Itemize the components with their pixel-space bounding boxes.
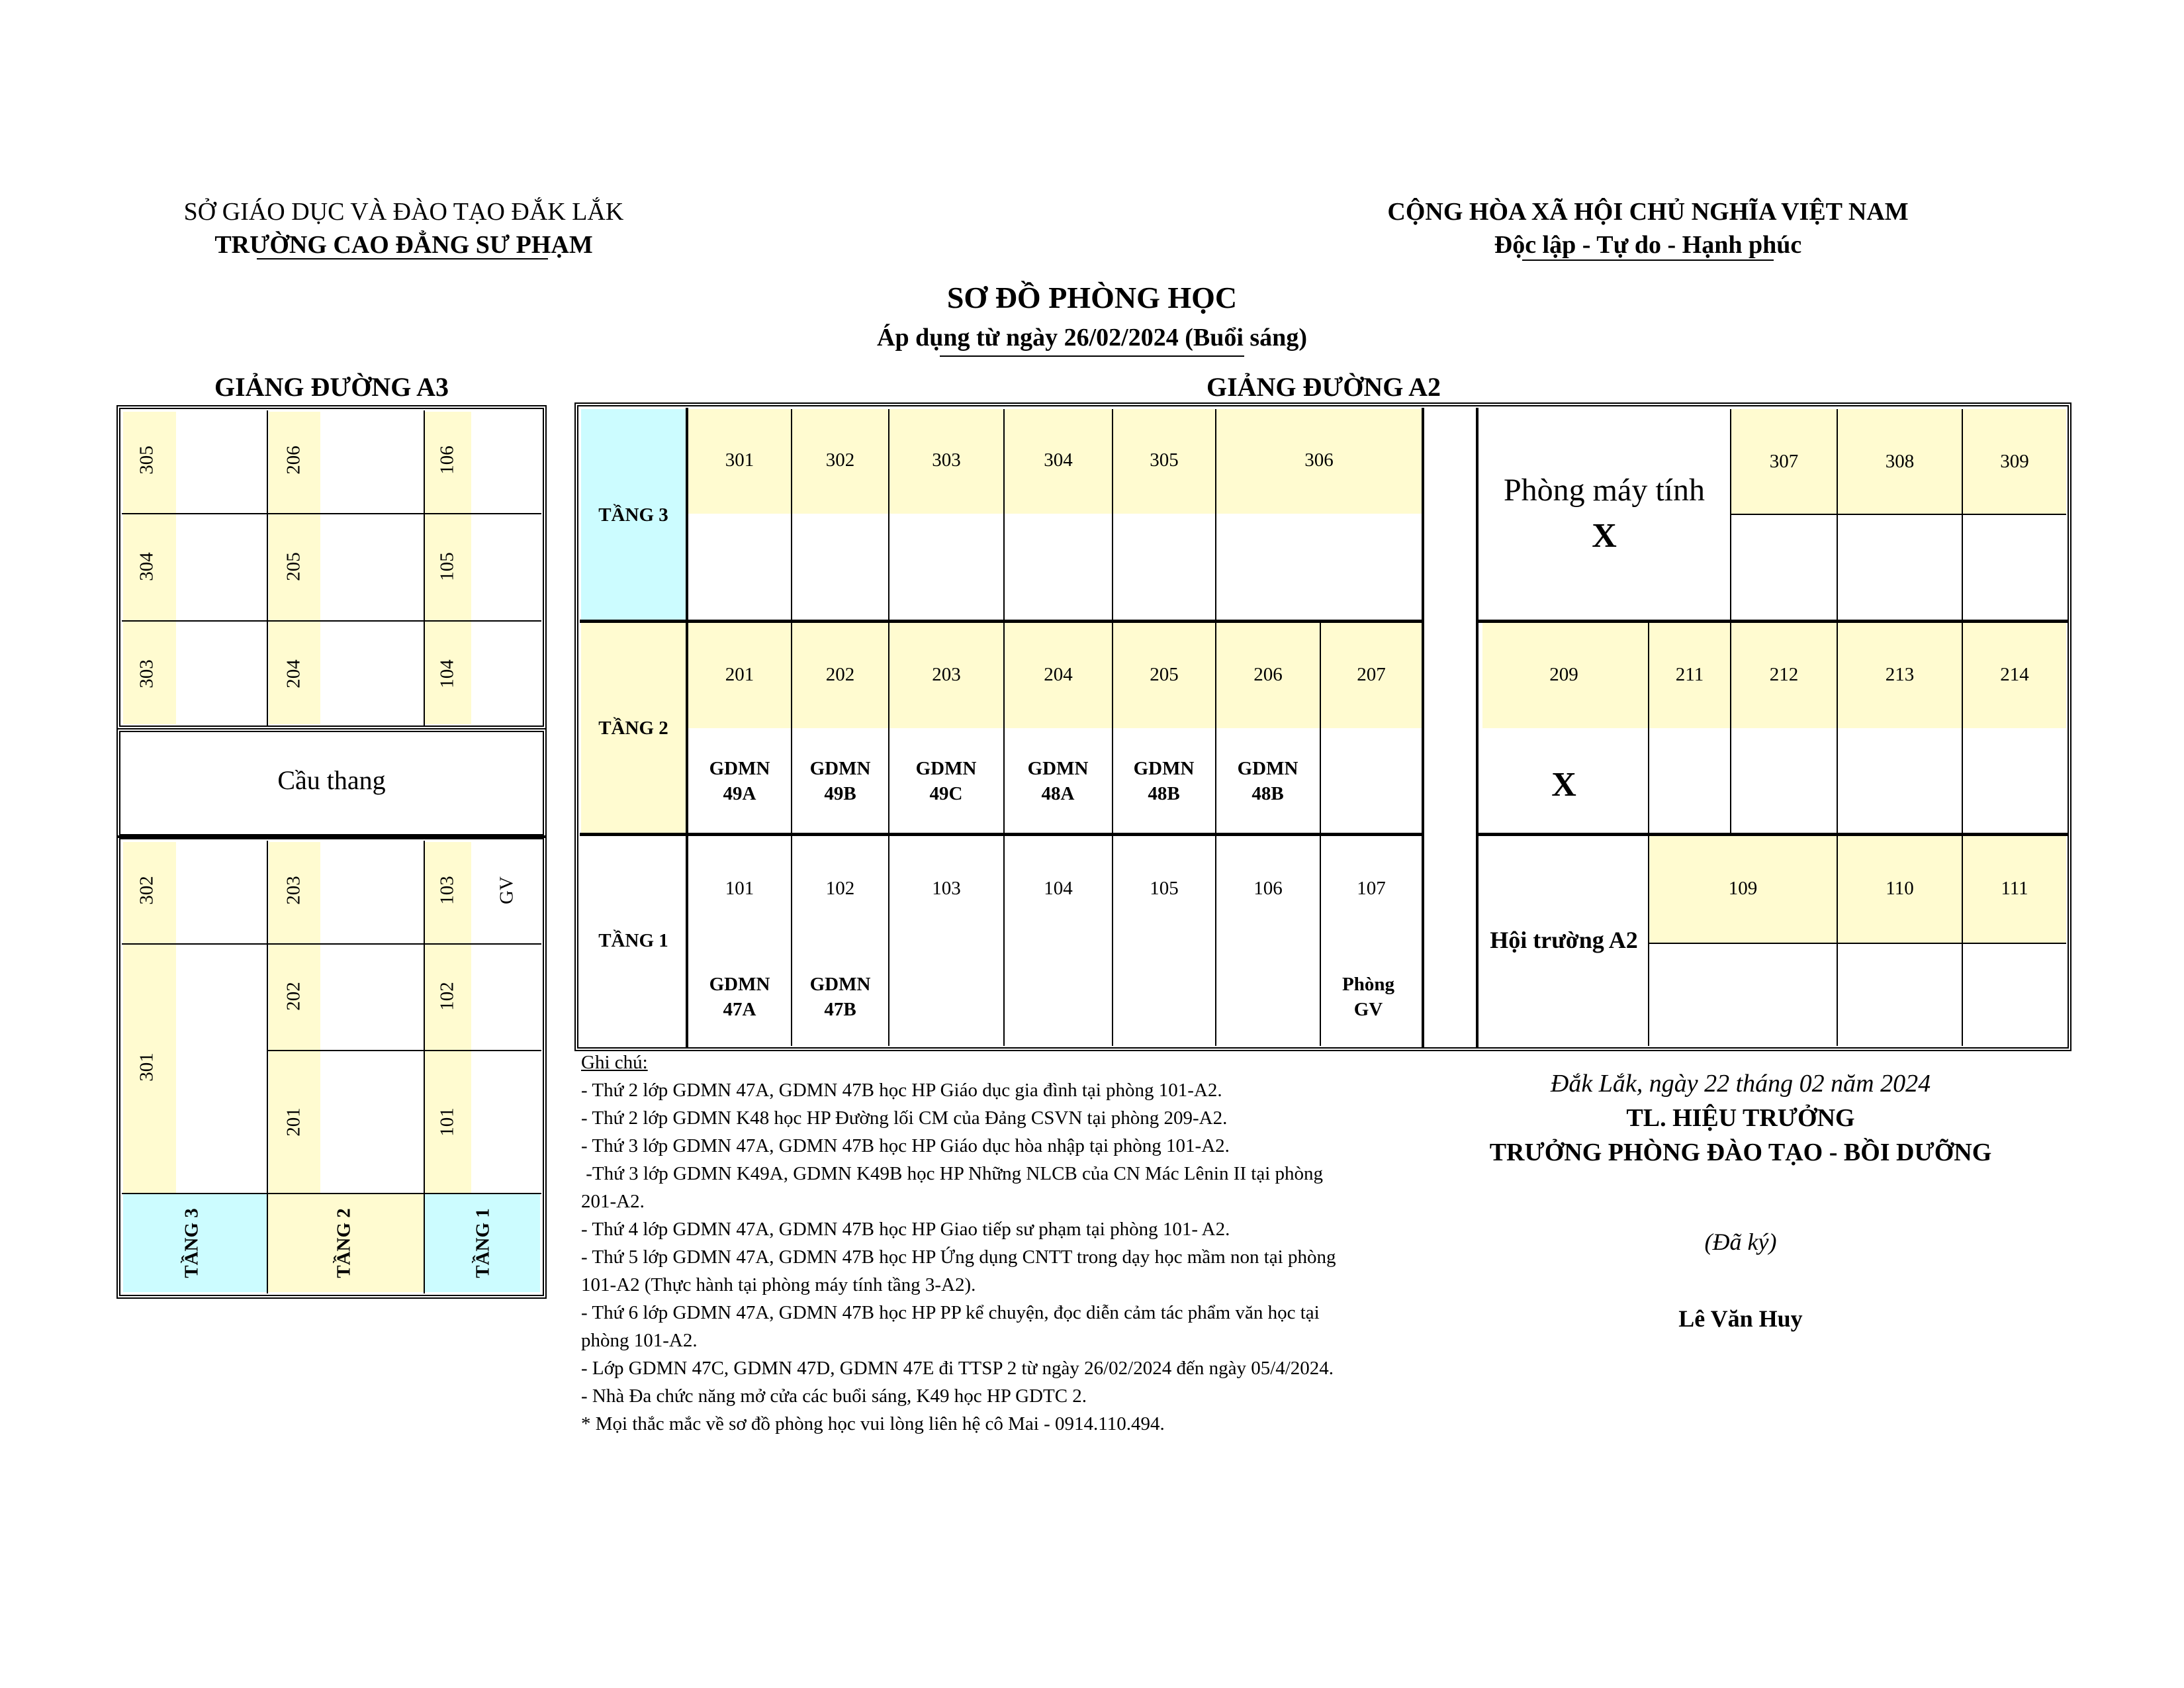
a2-hall: Hội trường A2	[1490, 927, 1638, 953]
a3-top-block	[116, 405, 547, 729]
note-line: 201-A2.	[581, 1191, 645, 1212]
a2-class-203: GDMN 49C	[915, 758, 977, 804]
a2-room-107: 107	[1357, 877, 1386, 899]
signature-status: (Đã ký)	[1704, 1229, 1777, 1255]
note-line: - Thứ 2 lớp GDMN K48 học HP Đường lối CM của Đảng CSVN tại phòng 209-A2.	[581, 1107, 1228, 1129]
a2-title: GIẢNG ĐƯỜNG A2	[1206, 372, 1441, 402]
a2-class-104	[1020, 970, 1096, 1023]
a2-class-206: GDMN 48B	[1237, 758, 1298, 804]
a2-room-205: 205	[1150, 663, 1179, 685]
a3-room-305: 305	[136, 445, 158, 475]
a2-room-301: 301	[725, 449, 754, 471]
a3-room-106: 106	[436, 445, 458, 475]
a2-class-106	[1230, 970, 1306, 1023]
a2-room-206: 206	[1253, 663, 1283, 685]
a2-room-213: 213	[1885, 663, 1915, 685]
a3-title: GIẢNG ĐƯỜNG A3	[214, 372, 449, 402]
a3-room-206: 206	[283, 445, 304, 475]
a2-class-204: GDMN 48A	[1027, 758, 1089, 804]
a2-room-106: 106	[1253, 877, 1283, 899]
a3-room-103: 103	[436, 876, 458, 905]
a2-room-306: 306	[1304, 449, 1334, 471]
a3-room-205: 205	[283, 552, 304, 581]
a2-floor2-label: TẦNG 2	[598, 717, 668, 739]
school-underline	[257, 258, 548, 259]
a2-room-202: 202	[825, 663, 855, 685]
note-line: - Thứ 3 lớp GDMN 47A, GDMN 47B học HP Giáo dục hòa nhập tại phòng 101-A2.	[581, 1135, 1230, 1156]
a2-room-303: 303	[932, 449, 961, 471]
note-line: - Thứ 5 lớp GDMN 47A, GDMN 47B học HP Ứng dụng CNTT trong dạy học mầm non tại phòng	[581, 1246, 1336, 1268]
a2-room-103: 103	[932, 877, 961, 899]
a2-room-204: 204	[1044, 663, 1073, 685]
note-line: - Thứ 4 lớp GDMN 47A, GDMN 47B học HP Giao tiếp sư phạm tại phòng 101- A2.	[581, 1219, 1230, 1240]
note-line: phòng 101-A2.	[581, 1330, 698, 1351]
a2-room-214: 214	[2000, 663, 2029, 685]
a3-room-304: 304	[136, 552, 158, 581]
a2-room-101: 101	[725, 877, 754, 899]
a2-room-212: 212	[1769, 663, 1799, 685]
a2-class-205: GDMN 48B	[1133, 758, 1195, 804]
a2-class-107: Phòng GV	[1342, 974, 1394, 1020]
a3-room-105: 105	[436, 552, 458, 581]
page-title: SƠ ĐỒ PHÒNG HỌC	[946, 281, 1238, 314]
a2-room-102: 102	[825, 877, 855, 899]
a3-room-201: 201	[283, 1107, 304, 1137]
a2-computer-room: Phòng máy tính	[1503, 473, 1705, 508]
a3-floor-3-label: TẦNG 3	[181, 1208, 203, 1278]
a2-room-309: 309	[2000, 450, 2029, 472]
page-subtitle: Áp dụng từ ngày 26/02/2024 (Buổi sáng)	[877, 324, 1307, 352]
a2-room-307: 307	[1769, 450, 1799, 472]
department-name: SỞ GIÁO DỤC VÀ ĐÀO TẠO ĐẮK LẮK	[183, 198, 624, 226]
country-name: CỘNG HÒA XÃ HỘI CHỦ NGHĨA VIỆT NAM	[1387, 198, 1909, 226]
notes-section	[581, 1049, 1455, 1438]
a3-floor-1-label: TẦNG 1	[472, 1208, 494, 1278]
a2-class-201: GDMN 49A	[709, 758, 770, 804]
a2-floor3-label: TẦNG 3	[598, 504, 668, 526]
a2-class-102: GDMN 47B	[809, 974, 871, 1020]
signer-name: Lê Văn Huy	[1678, 1305, 1803, 1332]
a2-room-304: 304	[1044, 449, 1073, 471]
a3-room-301: 301	[136, 1053, 158, 1082]
motto-underline	[1522, 259, 1774, 261]
a2-room-203: 203	[932, 663, 961, 685]
a3-room-303: 303	[136, 659, 158, 688]
a2-room-201: 201	[725, 663, 754, 685]
a2-class-207	[1330, 755, 1406, 808]
a3-room-102: 102	[436, 982, 458, 1011]
a2-class-105	[1126, 970, 1202, 1023]
a3-room-204: 204	[283, 659, 304, 688]
a2-room-109: 109	[1728, 877, 1758, 899]
school-name: TRƯỜNG CAO ĐẲNG SƯ PHẠM	[214, 231, 593, 259]
signature-title-2: TRƯỞNG PHÒNG ĐÀO TẠO - BỒI DƯỠNG	[1489, 1139, 1992, 1166]
a3-room-103-gv: GV	[496, 876, 518, 904]
a3-room-302: 302	[136, 876, 158, 905]
a2-class-103	[908, 970, 984, 1023]
a2-room-111: 111	[2001, 877, 2028, 899]
a2-room-211: 211	[1675, 663, 1704, 685]
note-line: 101-A2 (Thực hành tại phòng máy tính tầng 3-A2).	[581, 1274, 976, 1295]
signature-date: Đắk Lắk, ngày 22 tháng 02 năm 2024	[1550, 1070, 1931, 1098]
a2-room-302: 302	[825, 449, 855, 471]
notes-heading: Ghi chú:	[581, 1052, 648, 1073]
note-line: -Thứ 3 lớp GDMN K49A, GDMN K49B học HP Những NLCB của CN Mác Lênin II tại phòng	[581, 1163, 1324, 1184]
a3-stairs-label: Cầu thang	[277, 765, 386, 795]
a3-room-101: 101	[436, 1107, 458, 1137]
a2-floor1-label: TẦNG 1	[598, 929, 668, 951]
subtitle-underline	[940, 355, 1244, 357]
a3-room-104: 104	[436, 659, 458, 688]
a2-room-305: 305	[1150, 449, 1179, 471]
signature-title-1: TL. HIỆU TRƯỞNG	[1626, 1104, 1855, 1132]
note-line: - Thứ 6 lớp GDMN 47A, GDMN 47B học HP PP kể chuyện, đọc diễn cảm tác phẩm văn học tại	[581, 1302, 1320, 1323]
note-line: - Thứ 2 lớp GDMN 47A, GDMN 47B học HP Giáo dục gia đình tại phòng 101-A2.	[581, 1080, 1222, 1101]
a2-class-101: GDMN 47A	[709, 974, 770, 1020]
a2-room-207: 207	[1357, 663, 1386, 685]
note-line: - Lớp GDMN 47C, GDMN 47D, GDMN 47E đi TTSP 2 từ ngày 26/02/2024 đến ngày 05/4/2024.	[581, 1358, 1334, 1379]
a2-room-209-mark: X	[1551, 765, 1576, 804]
motto: Độc lập - Tự do - Hạnh phúc	[1494, 231, 1802, 259]
a2-class-202: GDMN 49B	[809, 758, 871, 804]
a2-room-308: 308	[1885, 450, 1915, 472]
note-line: * Mọi thắc mắc về sơ đồ phòng học vui lòng liên hệ cô Mai - 0914.110.494.	[581, 1413, 1165, 1434]
a2-room-110: 110	[1886, 877, 1914, 899]
a2-room-104: 104	[1044, 877, 1073, 899]
a3-room-203: 203	[283, 876, 304, 905]
a2-room-105: 105	[1150, 877, 1179, 899]
note-line: - Nhà Đa chức năng mở cửa các buổi sáng, K49 học HP GDTC 2.	[581, 1385, 1087, 1407]
a2-room-209: 209	[1549, 663, 1578, 685]
a3-floor-2-label: TẦNG 2	[333, 1208, 355, 1278]
a3-room-202: 202	[283, 982, 304, 1011]
a2-computer-room-mark: X	[1592, 517, 1617, 555]
